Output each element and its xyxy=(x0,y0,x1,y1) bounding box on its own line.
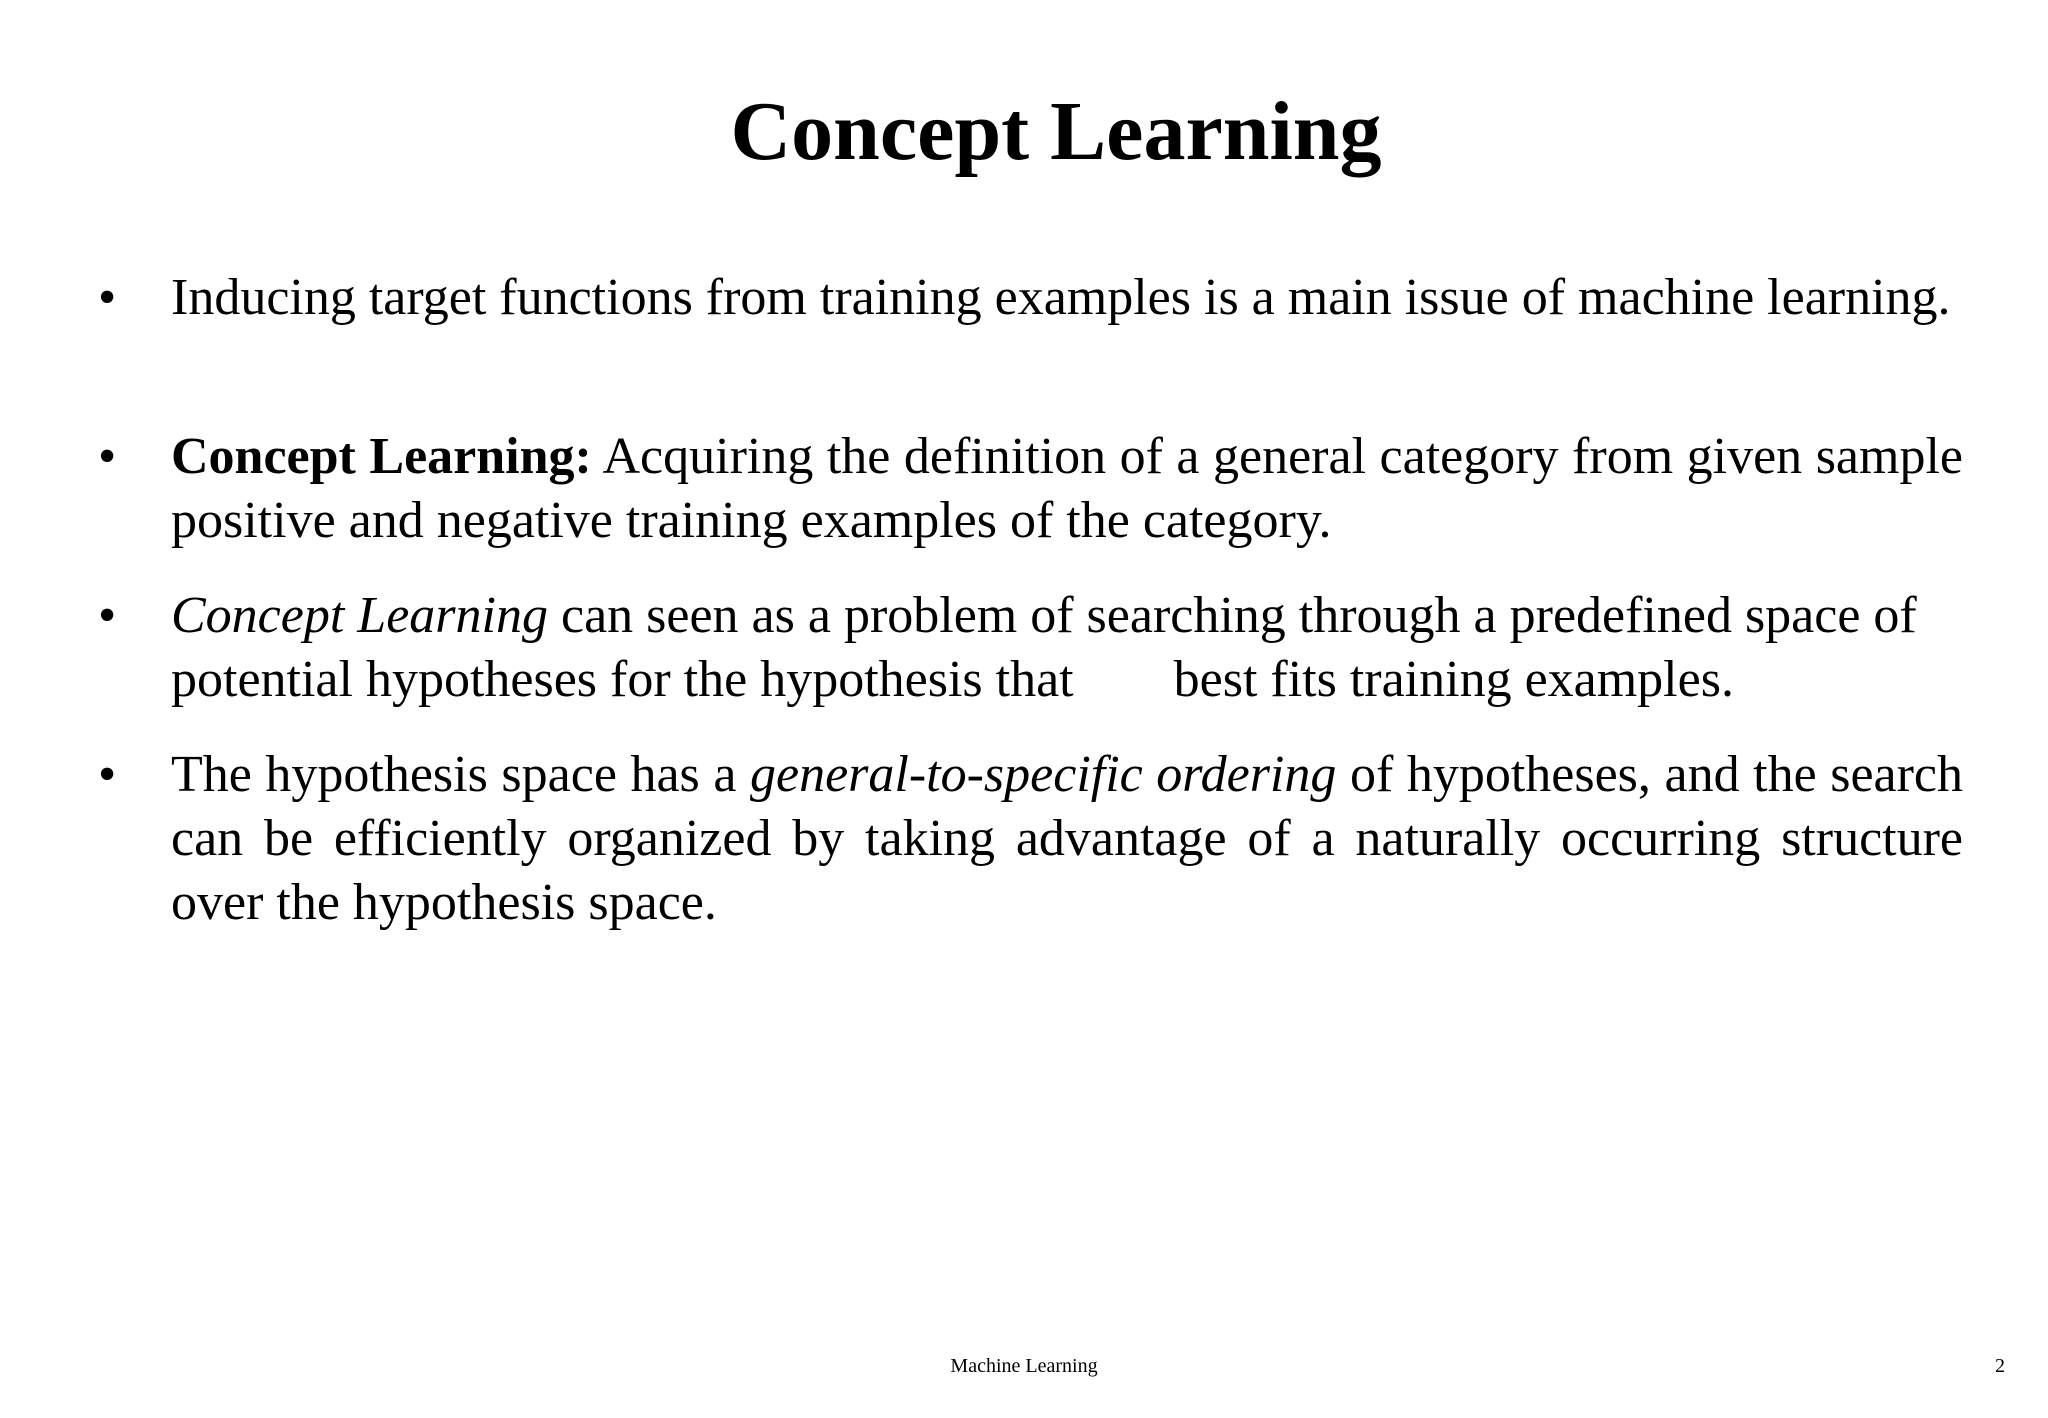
bullet-text-4 xyxy=(171,743,1963,935)
bullet-4-italic-mid: general-to-specific ordering xyxy=(750,746,1337,803)
bullet-1-text: Inducing target functions from training examples is a main issue of machine learning. xyxy=(171,269,1951,326)
bullet-dot-icon: • xyxy=(98,428,117,485)
bullet-dot-icon: • xyxy=(98,269,117,326)
bullet-text-3 xyxy=(171,584,1963,712)
bullet-2-text: Acquiring the definition of a general category from given sample positive and negative training examples of the category. xyxy=(171,428,1963,549)
footer-page-number: 2 xyxy=(1995,1355,2005,1377)
bullet-3-text-after-gap: best fits training examples. xyxy=(1173,651,1734,708)
bullet-dot-icon: • xyxy=(98,587,117,644)
bullet-4-text-before: The hypothesis space has a xyxy=(171,746,750,803)
bullet-text-1 xyxy=(171,266,1963,330)
bullet-dot-icon: • xyxy=(98,746,117,803)
slide-title: Concept Learning xyxy=(730,85,1382,178)
bullet-3-italic-lead: Concept Learning xyxy=(171,587,548,644)
bullet-2-bold-lead: Concept Learning: xyxy=(171,428,592,485)
footer-course-name: Machine Learning xyxy=(950,1355,1098,1377)
bullet-4-text-after: of hypotheses, and the search can be efficiently organized by taking advantage of a naturally occurring structure over the hypothesis space. xyxy=(171,746,1964,931)
bullet-3-text-before-gap: can seen as a problem of searching through a predefined space of potential hypotheses for the hypothesis that xyxy=(171,587,1917,708)
bullet-text-2 xyxy=(171,425,1963,553)
